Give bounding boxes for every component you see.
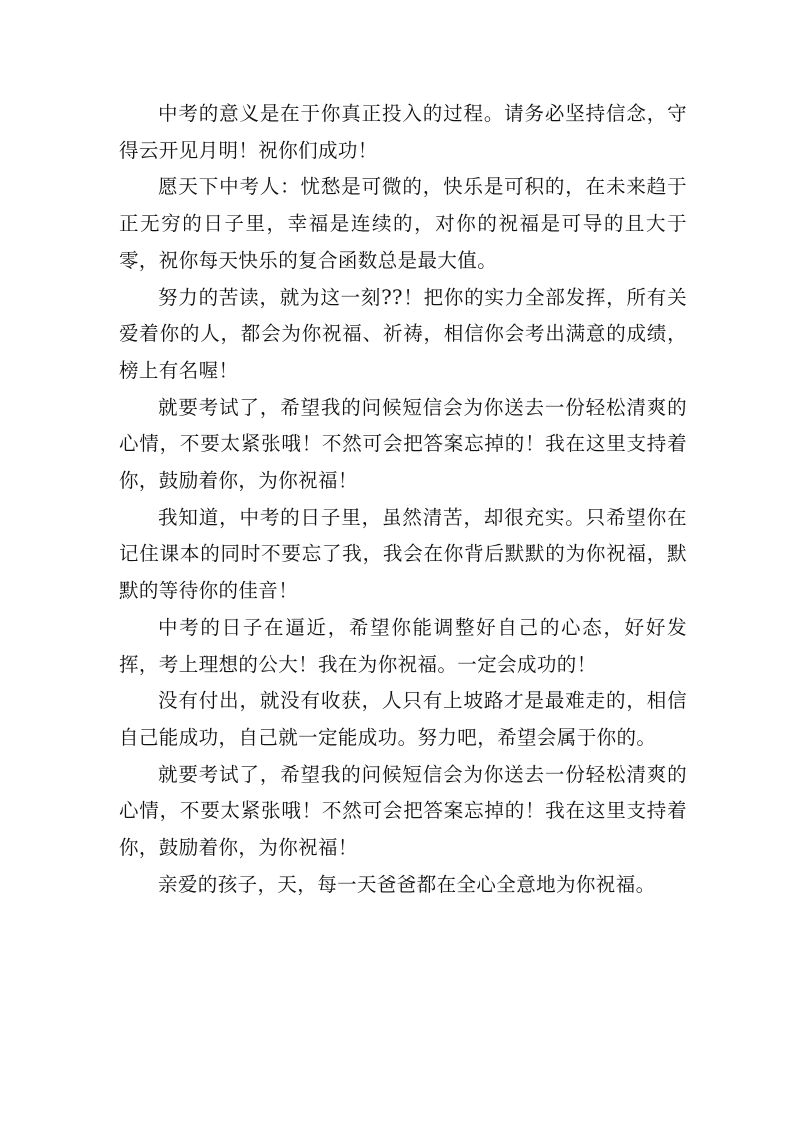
paragraph-5: 我知道，中考的日子里，虽然清苦，却很充实。只希望你在记住课本的同时不要忘了我，我会在你背后默默的为你祝福，默默的等待你的佳音！ — [119, 505, 687, 603]
paragraph-1: 中考的意义是在于你真正投入的过程。请务必坚持信念，守得云开见月明！祝你们成功！ — [119, 102, 687, 162]
paragraph-8: 就要考试了，希望我的问候短信会为你送去一份轻松清爽的心情，不要太紧张哦！不然可会把答案忘掉的！我在这里支持着你，鼓励着你，为你祝福！ — [119, 762, 687, 860]
paragraph-9: 亲爱的孩子，天，每一天爸爸都在全心全意地为你祝福。 — [158, 872, 656, 896]
paragraph-7: 没有付出，就没有收获，人只有上坡路才是最难走的，相信自己能成功，自己就一定能成功。努力吧，希望会属于你的。 — [119, 689, 687, 749]
document-body — [119, 96, 687, 903]
paragraph-6: 中考的日子在逼近，希望你能调整好自己的心态，好好发挥，考上理想的公大！我在为你祝福。一定会成功的！ — [119, 615, 687, 676]
paragraph-4: 就要考试了，希望我的问候短信会为你送去一份轻松清爽的心情，不要太紧张哦！不然可会把答案忘掉的！我在这里支持着你，鼓励着你，为你祝福！ — [119, 395, 687, 493]
paragraph-2: 愿天下中考人：忧愁是可微的，快乐是可积的，在未来趋于正无穷的日子里，幸福是连续的，对你的祝福是可导的且大于零，祝你每天快乐的复合函数总是最大值。 — [119, 175, 687, 272]
paragraph-3: 努力的苦读，就为这一刻??！把你的实力全部发挥，所有关爱着你的人，都会为你祝福、祈祷，相信你会考出满意的成绩，榜上有名喔！ — [119, 285, 687, 382]
